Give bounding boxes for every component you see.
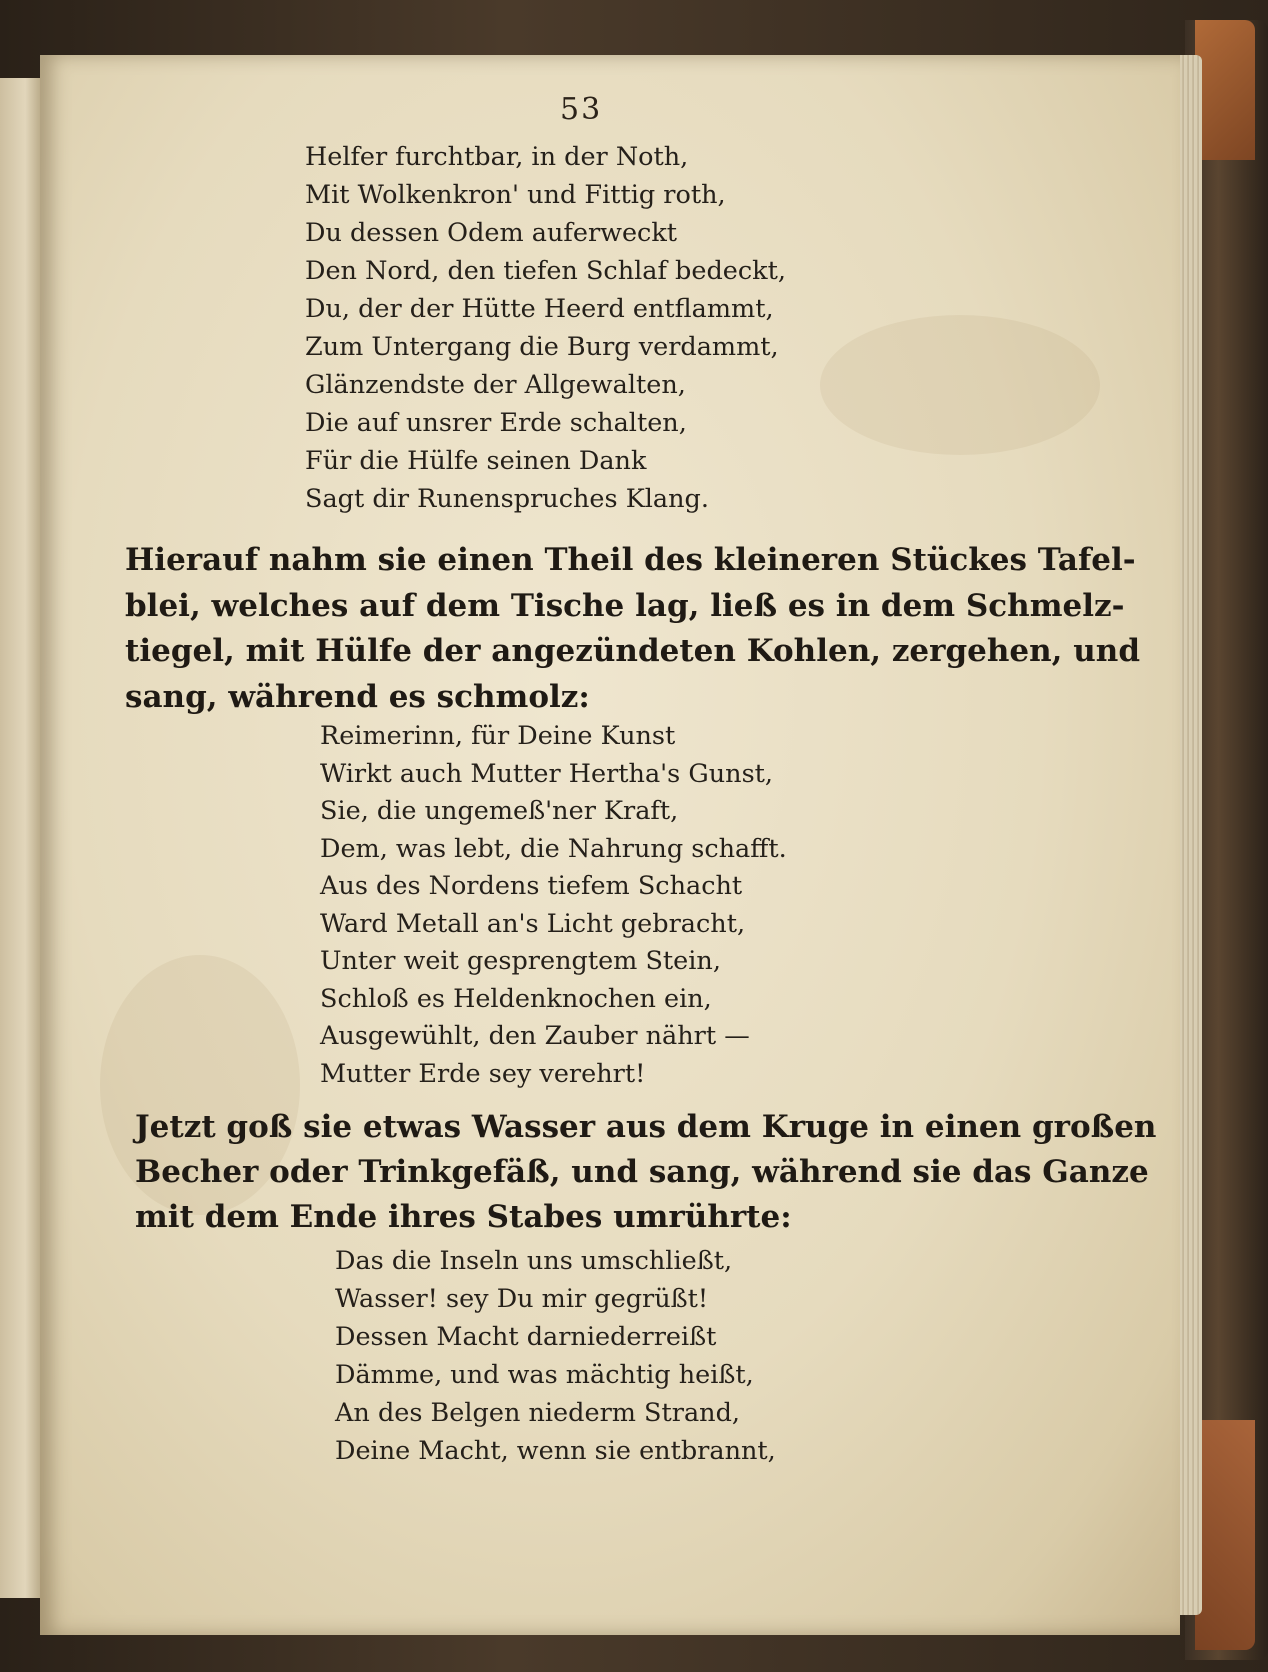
verse-line: Für die Hülfe seinen Dank <box>305 446 647 476</box>
page-number: 53 <box>560 92 603 127</box>
verse-line: Ward Metall an's Licht gebracht, <box>320 908 746 939</box>
verse-line: Glänzendste der Allgewalten, <box>305 370 686 400</box>
verse-line: Ausgewühlt, den Zauber nährt — <box>320 1021 750 1051</box>
verse-line: Mit Wolkenkron' und Fittig roth, <box>305 180 726 210</box>
prose-line: blei, welches auf dem Tische lag, ließ es in dem Schmelz- <box>125 587 1125 624</box>
prose-line: Hierauf nahm sie einen Theil des kleineren Stückes Tafel- <box>125 542 1136 578</box>
verse-line: Die auf unsrer Erde schalten, <box>305 408 687 438</box>
verse-line: Dessen Macht darniederreißt <box>335 1322 717 1352</box>
verse-block-3 <box>335 1242 776 1470</box>
prose-paragraph-1 <box>125 538 1141 720</box>
prose-line: mit dem Ende ihres Stabes umrührte: <box>135 1199 792 1235</box>
verse-line: Du, der der Hütte Heerd entflammt, <box>305 294 774 324</box>
leather-corner-bottom <box>1195 1420 1255 1650</box>
verse-line: Zum Untergang die Burg verdammt, <box>305 332 779 362</box>
verse-line: Den Nord, den tiefen Schlaf bedeckt, <box>305 256 786 286</box>
prose-line: tiegel, mit Hülfe der angezündeten Kohlen, zergehen, und <box>125 633 1141 669</box>
verse-block-1 <box>305 138 786 518</box>
verse-line: Sie, die ungemeß'ner Kraft, <box>320 796 679 826</box>
verse-line: Sagt dir Runenspruches Klang. <box>305 484 709 514</box>
verse-line: Aus des Nordens tiefem Schacht <box>320 871 743 901</box>
verse-line: Dem, was lebt, die Nahrung schafft. <box>320 833 787 864</box>
verse-line: Du dessen Odem auferweckt <box>305 218 678 248</box>
verse-line: Unter weit gesprengtem Stein, <box>320 946 721 976</box>
prose-paragraph-2 <box>135 1105 1157 1240</box>
verse-line: Wirkt auch Mutter Hertha's Gunst, <box>320 758 774 789</box>
verse-line: Das die Inseln uns umschließt, <box>335 1246 733 1276</box>
verse-line: Reimerinn, für Deine Kunst <box>320 721 676 751</box>
verse-line: An des Belgen niederm Strand, <box>335 1398 740 1428</box>
verse-line: Dämme, und was mächtig heißt, <box>335 1360 754 1390</box>
verse-block-2 <box>320 718 787 1093</box>
prose-line: Becher oder Trinkgefäß, und sang, während sie das Ganze <box>135 1154 1149 1190</box>
paper-stain <box>820 315 1100 455</box>
verse-line: Schloß es Heldenknochen ein, <box>320 983 712 1014</box>
verse-line: Helfer furchtbar, in der Noth, <box>305 142 689 172</box>
verse-line: Deine Macht, wenn sie entbrannt, <box>335 1436 776 1466</box>
verse-line: Mutter Erde sey verehrt! <box>320 1058 646 1089</box>
facing-page-edge <box>0 78 42 1598</box>
leather-corner-top <box>1195 20 1255 160</box>
verse-line: Wasser! sey Du mir gegrüßt! <box>335 1284 709 1314</box>
prose-line: sang, während es schmolz: <box>125 678 590 715</box>
prose-line: Jetzt goß sie etwas Wasser aus dem Kruge in einen großen <box>135 1109 1157 1145</box>
